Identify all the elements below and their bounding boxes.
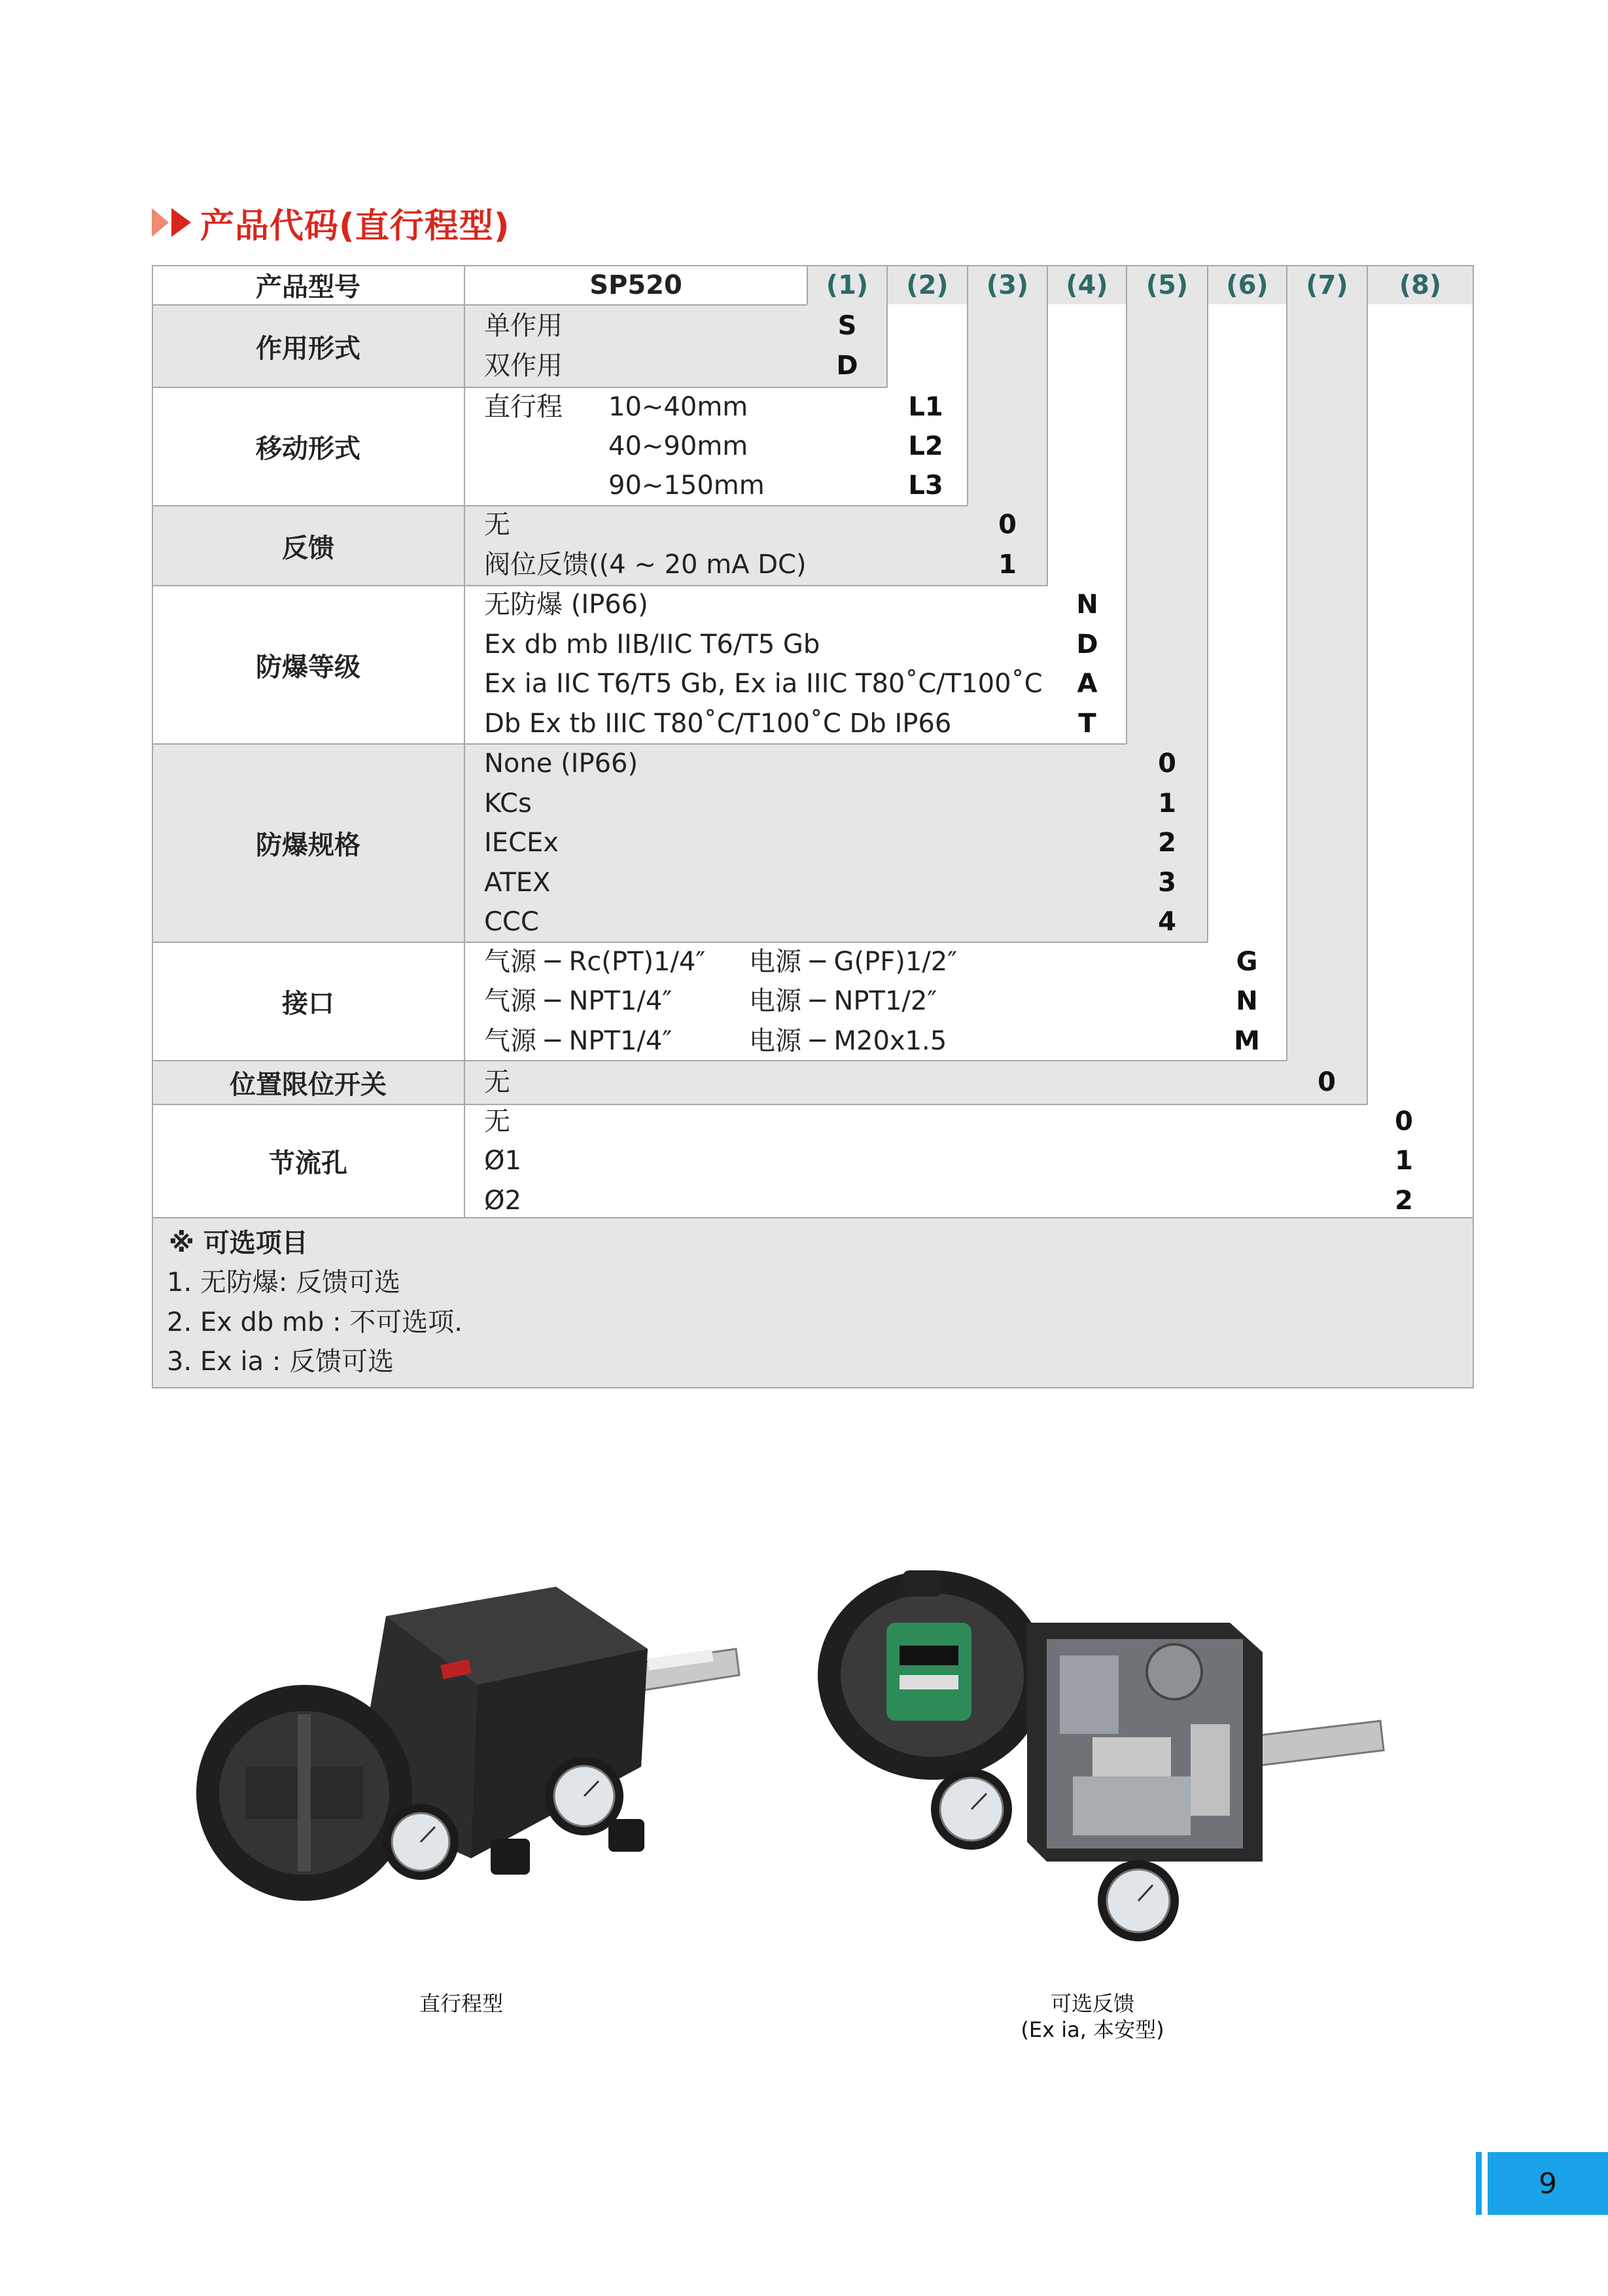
option-code: S [837, 311, 857, 341]
option-text: Ø1 [484, 1146, 521, 1176]
notes-title: ※ 可选项目 [169, 1228, 308, 1258]
page-number-text: 9 [1539, 2166, 1557, 2200]
option-text: Ex ia IIC T6/T5 Gb, Ex ia IIIC T80˚C/T100˚C [484, 669, 1043, 699]
option-text: None (IP66) [484, 749, 638, 779]
option-text: Db Ex tb IIIC T80˚C/T100˚C Db IP66 [484, 709, 952, 739]
col-header: (7) [1306, 270, 1348, 300]
group-label-movement: 移动形式 [256, 434, 360, 464]
option-code: 1 [1158, 788, 1176, 819]
group-label-action: 作用形式 [256, 333, 360, 364]
option-text: IECEx [484, 828, 559, 858]
col-header: (6) [1226, 270, 1268, 300]
option-code: D [836, 351, 858, 381]
col-header: (8) [1399, 270, 1442, 300]
divider [1126, 265, 1127, 744]
option-text: 单作用 [484, 311, 563, 341]
option-text: 无 [484, 1106, 510, 1137]
option-code: 4 [1158, 907, 1176, 937]
option-code: L2 [908, 431, 943, 461]
option-text: 气源 ─ NPT1/4″ [484, 1026, 673, 1056]
option-code: T [1078, 709, 1096, 739]
product-photo-straight [190, 1570, 746, 1937]
group-label-orifice: 节流孔 [269, 1148, 347, 1178]
note-item: 1. 无防爆: 反馈可选 [167, 1267, 401, 1298]
page-number-bar [1476, 2152, 1482, 2215]
group-label-interface: 接口 [282, 989, 334, 1019]
option-text: 阀位反馈((4 ~ 20 mA DC) [484, 550, 807, 580]
option-text: 无 [484, 510, 510, 540]
option-code: M [1234, 1026, 1260, 1056]
col-header: (1) [826, 270, 869, 300]
divider [152, 1217, 1473, 1218]
group-label-explosion-grade: 防爆等级 [256, 652, 360, 682]
image-caption-sub: (Ex ia, 本安型) [1021, 2017, 1164, 2042]
option-code: L1 [908, 392, 943, 422]
option-text-power: 电源 ─ NPT1/2″ [749, 986, 937, 1016]
option-code: 2 [1158, 828, 1176, 858]
option-code: 0 [1158, 749, 1176, 779]
divider [464, 265, 465, 1218]
image-caption: 可选反馈 [1050, 1991, 1134, 2016]
col-header: (5) [1145, 270, 1189, 300]
option-code: L3 [908, 470, 943, 501]
section-title [152, 196, 510, 249]
divider [1286, 265, 1287, 1061]
section-title-text: 产品代码(直行程型) [200, 206, 510, 246]
option-text: 气源 ─ Rc(PT)1/4″ [484, 947, 706, 977]
option-code: N [1076, 590, 1098, 620]
option-text: ATEX [484, 868, 551, 898]
option-code: A [1077, 669, 1098, 699]
option-text: 气源 ─ NPT1/4″ [484, 986, 673, 1016]
option-code: 1 [998, 550, 1017, 580]
option-code: 2 [1395, 1186, 1413, 1216]
option-text: 双作用 [484, 351, 563, 381]
option-text-power: 电源 ─ M20x1.5 [749, 1026, 947, 1056]
option-sub: 40~90mm [608, 431, 748, 461]
note-item: 3. Ex ia : 反馈可选 [167, 1347, 394, 1377]
arrow-icon [152, 208, 169, 237]
group-label-feedback: 反馈 [282, 533, 334, 563]
option-sub: 10~40mm [608, 392, 748, 422]
option-code: 3 [1158, 868, 1176, 898]
option-code: 0 [1395, 1106, 1413, 1137]
divider [1207, 265, 1208, 942]
group-label-explosion-spec: 防爆规格 [256, 830, 360, 860]
option-text: Ø2 [484, 1186, 521, 1216]
option-text: 无 [484, 1067, 510, 1097]
option-text: KCs [484, 788, 532, 819]
option-code: D [1076, 629, 1098, 660]
col-header: (4) [1066, 270, 1108, 300]
option-text: Ex db mb IIB/IIC T6/T5 Gb [484, 629, 820, 660]
image-caption: 直行程型 [419, 1991, 503, 2016]
note-item: 2. Ex db mb : 不可选项. [167, 1307, 463, 1337]
arrow-icon [171, 208, 191, 237]
page-number [1488, 2152, 1608, 2215]
option-code: N [1236, 986, 1258, 1016]
model-name: SP520 [589, 270, 682, 300]
option-code: 0 [1318, 1067, 1336, 1097]
option-text: 无防爆 (IP66) [484, 590, 648, 620]
option-text: 直行程 [484, 392, 563, 422]
divider [1367, 265, 1368, 1104]
option-code: 1 [1395, 1146, 1413, 1176]
option-sub: 90~150mm [608, 470, 765, 501]
product-photo-feedback [811, 1561, 1400, 1953]
option-code: G [1236, 947, 1258, 977]
option-code: 0 [998, 510, 1017, 540]
header-label: 产品型号 [256, 272, 360, 302]
col-header: (3) [986, 270, 1029, 300]
option-text: CCC [484, 907, 539, 937]
divider [1047, 265, 1048, 586]
group-label-limit-switch: 位置限位开关 [230, 1070, 387, 1100]
option-text-power: 电源 ─ G(PF)1/2″ [749, 947, 958, 977]
col-header: (2) [906, 270, 949, 300]
